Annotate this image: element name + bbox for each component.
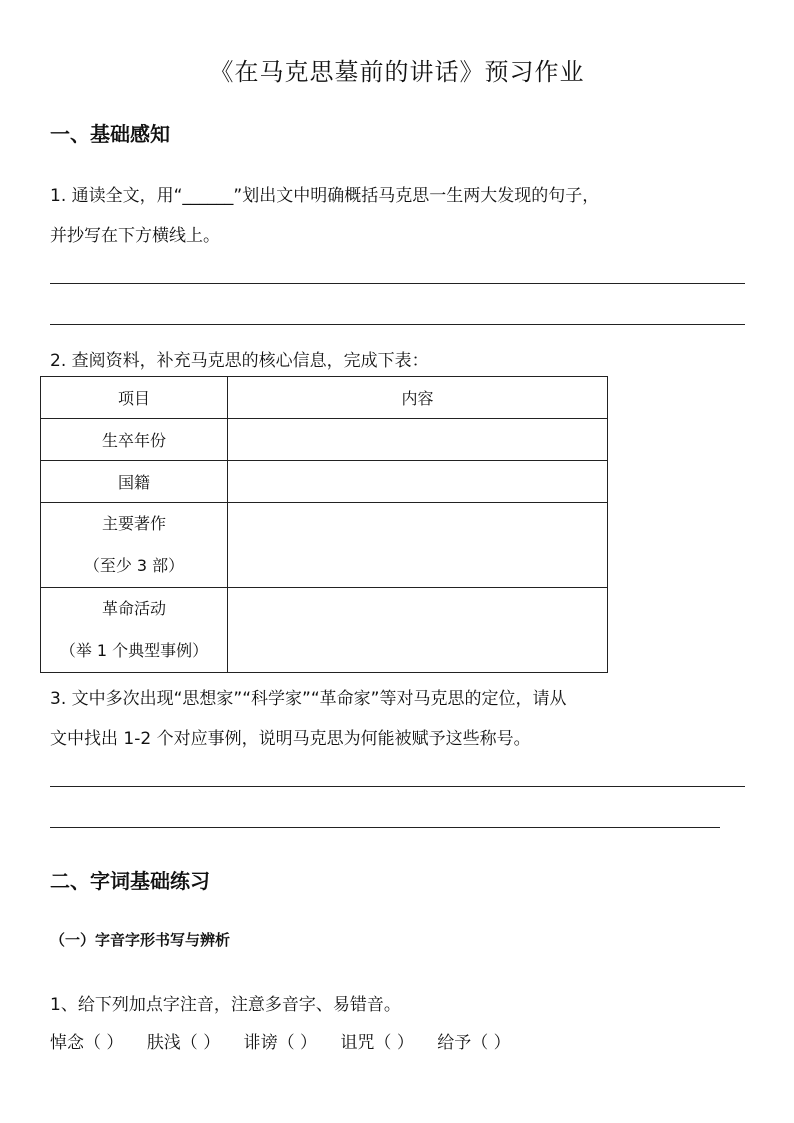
answer-line-q3-2[interactable] xyxy=(50,827,720,828)
table-item-cell xyxy=(41,588,228,673)
pinyin-word-item[interactable]: 悼念（ ） xyxy=(50,1033,124,1053)
table-item-note: （举 1 个典型事例） xyxy=(59,641,209,660)
table-answer-cell[interactable] xyxy=(228,503,608,588)
answer-line-q1-1[interactable] xyxy=(50,283,745,284)
q1-text-line1: 1. 通读全文，用“______”划出文中明确概括马克思一生两大发现的句子， xyxy=(50,186,600,206)
pinyin-word-item[interactable]: 诅咒（ ） xyxy=(340,1033,414,1053)
table-row xyxy=(41,588,608,673)
section2-heading: 二、字词基础练习 xyxy=(50,869,210,893)
pinyin-word-item[interactable]: 给予（ ） xyxy=(437,1033,511,1053)
q3-text-line1: 3. 文中多次出现“思想家”“科学家”“革命家”等对马克思的定位，请从 xyxy=(50,689,567,709)
pinyin-word-list xyxy=(50,1028,529,1053)
pinyin-question-text: 1、给下列加点字注音，注意多音字、易错音。 xyxy=(50,995,401,1015)
table-header-row xyxy=(41,377,608,419)
table-header-item: 项目 xyxy=(41,377,228,419)
table-row xyxy=(41,461,608,503)
table-answer-cell[interactable] xyxy=(228,419,608,461)
answer-line-q3-1[interactable] xyxy=(50,786,745,787)
table-item-label: 生卒年份 xyxy=(41,419,228,461)
table-row xyxy=(41,419,608,461)
table-item-label: 革命活动 xyxy=(101,599,166,618)
answer-line-q1-2[interactable] xyxy=(50,324,745,325)
pinyin-word-item[interactable]: 肤浅（ ） xyxy=(146,1033,221,1053)
q3-text-line2: 文中找出 1-2 个对应事例，说明马克思为何能被赋予这些称号。 xyxy=(50,729,531,749)
table-item-label: 主要著作 xyxy=(101,514,166,533)
page-title: 《在马克思墓前的讲话》预习作业 xyxy=(209,58,585,86)
table-item-note: （至少 3 部） xyxy=(83,556,185,575)
table-header-content: 内容 xyxy=(228,377,608,419)
section1-heading: 一、基础感知 xyxy=(50,122,170,146)
table-answer-cell[interactable] xyxy=(228,461,608,503)
q1-text-line2: 并抄写在下方横线上。 xyxy=(50,226,220,246)
pinyin-word-item[interactable]: 诽谤（ ） xyxy=(243,1033,318,1053)
q2-text: 2. 查阅资料，补充马克思的核心信息，完成下表： xyxy=(50,351,429,371)
table-answer-cell[interactable] xyxy=(228,588,608,673)
marx-info-table xyxy=(40,376,608,673)
table-item-label: 国籍 xyxy=(41,461,228,503)
table-row xyxy=(41,503,608,588)
table-item-cell xyxy=(41,503,228,588)
section2-subheading: （一）字音字形书写与辨析 xyxy=(50,931,231,949)
